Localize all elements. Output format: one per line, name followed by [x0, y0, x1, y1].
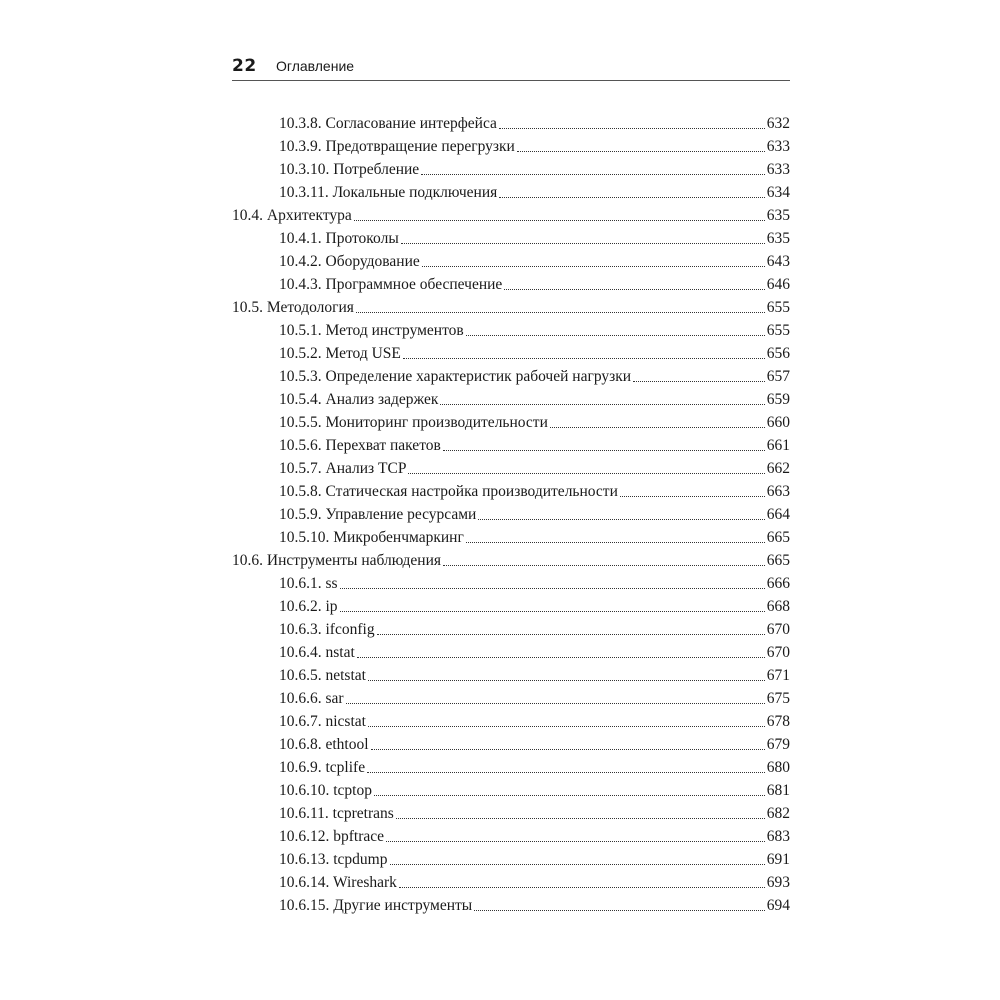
- dot-leader: [422, 266, 765, 267]
- toc-entry[interactable]: [232, 434, 790, 457]
- dot-leader: [390, 864, 765, 865]
- toc-entry-page: 670: [766, 644, 790, 661]
- section-title: Оглавление: [276, 58, 355, 74]
- toc-entry-label: 10.3.9. Предотвращение перегрузки: [279, 138, 515, 155]
- dot-leader: [443, 565, 765, 566]
- toc-entry-label: 10.5.10. Микробенчмаркинг: [279, 529, 464, 546]
- toc-entry-label: 10.6.2. ip: [279, 598, 338, 615]
- dot-leader: [368, 726, 765, 727]
- page-number: 22: [232, 56, 257, 76]
- toc-entry-label: 10.3.8. Согласование интерфейса: [279, 115, 497, 132]
- dot-leader: [478, 519, 764, 520]
- toc-entry-page: 693: [766, 874, 790, 891]
- table-of-contents: [232, 112, 790, 917]
- toc-entry[interactable]: [232, 135, 790, 158]
- toc-entry-page: 662: [766, 460, 790, 477]
- toc-entry-page: 635: [766, 230, 790, 247]
- toc-entry-page: 646: [766, 276, 790, 293]
- dot-leader: [399, 887, 765, 888]
- toc-entry-label: 10.3.10. Потребление: [279, 161, 420, 178]
- dot-leader: [374, 795, 765, 796]
- toc-entry-label: 10.6.10. tcptop: [279, 782, 372, 799]
- toc-entry[interactable]: [232, 158, 790, 181]
- toc-entry[interactable]: [232, 733, 790, 756]
- toc-entry[interactable]: [232, 549, 790, 572]
- toc-entry-label: 10.6.4. nstat: [279, 644, 355, 661]
- toc-entry[interactable]: [232, 503, 790, 526]
- toc-entry-page: 664: [766, 506, 790, 523]
- dot-leader: [396, 818, 765, 819]
- dot-leader: [504, 289, 764, 290]
- toc-entry-page: 682: [766, 805, 790, 822]
- dot-leader: [357, 657, 765, 658]
- toc-entry[interactable]: [232, 227, 790, 250]
- toc-entry-label: 10.4. Архитектура: [232, 207, 352, 224]
- dot-leader: [633, 381, 765, 382]
- toc-entry-page: 633: [766, 138, 790, 155]
- dot-leader: [443, 450, 765, 451]
- toc-entry-page: 635: [766, 207, 790, 224]
- toc-entry[interactable]: [232, 871, 790, 894]
- dot-leader: [401, 243, 765, 244]
- toc-entry[interactable]: [232, 802, 790, 825]
- toc-entry-page: 660: [766, 414, 790, 431]
- dot-leader: [499, 128, 765, 129]
- dot-leader: [620, 496, 765, 497]
- toc-entry[interactable]: [232, 411, 790, 434]
- toc-entry-label: 10.6.8. ethtool: [279, 736, 369, 753]
- toc-entry-label: 10.5.8. Статическая настройка производительности: [279, 483, 618, 500]
- toc-entry-label: 10.5.2. Метод USE: [279, 345, 401, 362]
- toc-entry-label: 10.5.7. Анализ TCP: [279, 460, 407, 477]
- page-header: [232, 56, 790, 81]
- toc-entry-page: 691: [766, 851, 790, 868]
- toc-entry[interactable]: [232, 779, 790, 802]
- dot-leader: [499, 197, 764, 198]
- toc-entry[interactable]: [232, 641, 790, 664]
- toc-entry-page: 634: [766, 184, 790, 201]
- toc-entry[interactable]: [232, 756, 790, 779]
- toc-entry-page: 632: [766, 115, 790, 132]
- toc-entry-label: 10.6. Инструменты наблюдения: [232, 552, 442, 569]
- toc-entry[interactable]: [232, 250, 790, 273]
- toc-entry-label: 10.6.12. bpftrace: [279, 828, 385, 845]
- toc-entry-page: 681: [766, 782, 790, 799]
- toc-entry[interactable]: [232, 480, 790, 503]
- toc-entry[interactable]: [232, 365, 790, 388]
- toc-entry[interactable]: [232, 273, 790, 296]
- toc-entry[interactable]: [232, 112, 790, 135]
- toc-entry-page: 675: [766, 690, 790, 707]
- toc-entry[interactable]: [232, 894, 790, 917]
- toc-entry-label: 10.6.7. nicstat: [279, 713, 366, 730]
- toc-entry[interactable]: [232, 664, 790, 687]
- dot-leader: [386, 841, 765, 842]
- toc-entry-label: 10.5.1. Метод инструментов: [279, 322, 464, 339]
- toc-entry[interactable]: [232, 848, 790, 871]
- toc-entry[interactable]: [232, 342, 790, 365]
- dot-leader: [346, 703, 765, 704]
- toc-entry-page: 663: [766, 483, 790, 500]
- dot-leader: [377, 634, 765, 635]
- toc-entry-label: 10.5. Методология: [232, 299, 354, 316]
- toc-entry-label: 10.6.11. tcpretrans: [279, 805, 394, 822]
- toc-entry-page: 670: [766, 621, 790, 638]
- toc-entry[interactable]: [232, 526, 790, 549]
- toc-entry-page: 665: [766, 552, 790, 569]
- toc-entry-page: 671: [766, 667, 790, 684]
- dot-leader: [474, 910, 765, 911]
- toc-entry-page: 657: [766, 368, 790, 385]
- toc-entry[interactable]: [232, 296, 790, 319]
- toc-entry-label: 10.6.14. Wireshark: [279, 874, 397, 891]
- toc-entry-page: 643: [766, 253, 790, 270]
- dot-leader: [421, 174, 765, 175]
- toc-entry[interactable]: [232, 457, 790, 480]
- toc-entry-page: 680: [766, 759, 790, 776]
- toc-entry-label: 10.6.13. tcpdump: [279, 851, 388, 868]
- toc-entry[interactable]: [232, 595, 790, 618]
- toc-entry[interactable]: [232, 388, 790, 411]
- toc-entry[interactable]: [232, 618, 790, 641]
- dot-leader: [466, 335, 765, 336]
- toc-entry-label: 10.5.9. Управление ресурсами: [279, 506, 477, 523]
- toc-entry-page: 661: [766, 437, 790, 454]
- toc-entry-page: 633: [766, 161, 790, 178]
- toc-entry-label: 10.6.15. Другие инструменты: [279, 897, 473, 914]
- toc-entry-label: 10.3.11. Локальные подключения: [279, 184, 498, 201]
- dot-leader: [440, 404, 764, 405]
- toc-entry-page: 678: [766, 713, 790, 730]
- toc-entry[interactable]: [232, 181, 790, 204]
- dot-leader: [403, 358, 765, 359]
- dot-leader: [517, 151, 765, 152]
- toc-entry-label: 10.4.2. Оборудование: [279, 253, 420, 270]
- dot-leader: [340, 611, 765, 612]
- toc-entry-page: 694: [766, 897, 790, 914]
- toc-entry-page: 666: [766, 575, 790, 592]
- toc-entry-label: 10.4.3. Программное обеспечение: [279, 276, 503, 293]
- toc-entry[interactable]: [232, 319, 790, 342]
- toc-entry[interactable]: [232, 710, 790, 733]
- toc-entry-label: 10.6.9. tcplife: [279, 759, 366, 776]
- toc-entry[interactable]: [232, 572, 790, 595]
- toc-entry-label: 10.5.5. Мониторинг производительности: [279, 414, 548, 431]
- toc-entry-label: 10.6.5. netstat: [279, 667, 366, 684]
- toc-entry-page: 656: [766, 345, 790, 362]
- toc-entry-page: 655: [766, 322, 790, 339]
- toc-entry-label: 10.5.4. Анализ задержек: [279, 391, 439, 408]
- toc-entry-label: 10.6.1. ss: [279, 575, 338, 592]
- toc-entry-label: 10.4.1. Протоколы: [279, 230, 399, 247]
- toc-entry-label: 10.5.6. Перехват пакетов: [279, 437, 441, 454]
- dot-leader: [466, 542, 765, 543]
- toc-entry[interactable]: [232, 825, 790, 848]
- dot-leader: [354, 220, 765, 221]
- dot-leader: [408, 473, 764, 474]
- toc-entry-label: 10.5.3. Определение характеристик рабочей нагрузки: [279, 368, 632, 385]
- dot-leader: [356, 312, 765, 313]
- toc-entry[interactable]: [232, 204, 790, 227]
- dot-leader: [550, 427, 765, 428]
- toc-entry-label: 10.6.3. ifconfig: [279, 621, 375, 638]
- toc-entry-page: 668: [766, 598, 790, 615]
- dot-leader: [340, 588, 765, 589]
- toc-entry-page: 665: [766, 529, 790, 546]
- dot-leader: [367, 772, 765, 773]
- dot-leader: [371, 749, 765, 750]
- toc-entry[interactable]: [232, 687, 790, 710]
- toc-entry-page: 683: [766, 828, 790, 845]
- toc-entry-page: 655: [766, 299, 790, 316]
- toc-entry-page: 659: [766, 391, 790, 408]
- toc-entry-label: 10.6.6. sar: [279, 690, 344, 707]
- toc-entry-page: 679: [766, 736, 790, 753]
- dot-leader: [368, 680, 765, 681]
